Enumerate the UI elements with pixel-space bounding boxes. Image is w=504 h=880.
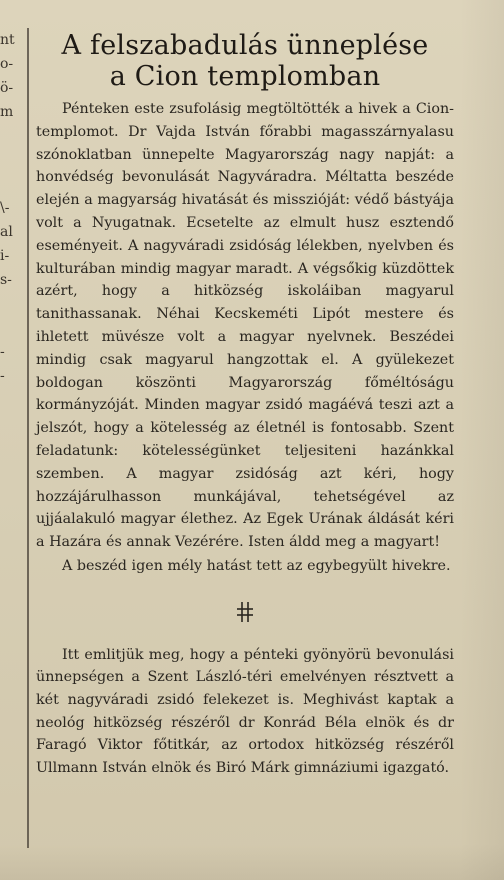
margin-fragment: al <box>0 224 13 240</box>
page-edge-shadow <box>460 0 504 880</box>
left-column-fragments <box>0 28 24 848</box>
margin-fragment: s- <box>0 272 12 288</box>
section-divider <box>36 598 454 626</box>
double-cross-ornament-icon <box>236 599 254 624</box>
margin-fragment: \- <box>0 200 10 216</box>
article <box>36 28 454 779</box>
margin-fragment <box>0 316 24 340</box>
margin-fragment: - <box>0 368 5 384</box>
margin-fragment: nt <box>0 32 15 48</box>
article-title <box>36 30 454 92</box>
title-line-2: a Cion templomban <box>109 61 381 92</box>
title-line-1: A felszabadulás ünneplése <box>61 30 429 61</box>
margin-fragment: - <box>0 344 5 360</box>
margin-fragment <box>0 148 24 172</box>
article-paragraph-3: Itt emlitjük meg, hogy a pénteki gyönyörü bevonulási ünnepségen a Szent László-téri emelvényen résztvett a két nagyváradi zsidó felekezet is. Meghivást kaptak a neológ hitközség részéről dr Konrád Béla elnök és dr Faragó Viktor főtitkár, az ortodox hitközség részéről Ullmann István elnök és Biró Márk gimnáziumi igazgató. <box>36 646 454 776</box>
margin-fragment <box>0 172 24 196</box>
article-paragraph-2: A beszéd igen mély hatást tett az egybegyült hivekre. <box>62 557 451 574</box>
column-rule <box>27 28 29 848</box>
margin-fragment: i- <box>0 248 10 264</box>
margin-fragment: m <box>0 104 14 120</box>
page-bottom-shadow <box>0 844 504 880</box>
margin-fragment: o- <box>0 56 14 72</box>
margin-fragment <box>0 124 24 148</box>
article-paragraph-1: Pénteken este zsufolásig megtöltötték a hivek a Cion-templomot. Dr Vajda István főrabbi magasszárnyalasu szónoklatban ünnepelte Magyarország nagy napját: a honvédség bevonulását Nagyváradra. Méltatta beszéde elején a magyarság hivatását és misszióját: védő bástyája volt a Nyugatnak. Ecsetelte az elmult husz esztendő eseményeit. A nagyváradi zsidóság lélekben, nyelvben és kulturában mindig magyar maradt. A végsőkig küzdöttek azért, hogy a hitközség iskoláiban magyarul tanithassanak. Néhai Kecskeméti Lipót mestere és ihletett müvésze volt a magyar nyelvnek. Beszédei mindig csak magyarul hangzottak el. A gyülekezet boldogan köszönti Magyarország főméltóságu kormányzóját. Minden magyar zsidó magáévá teszi azt a jelszót, hogy a kötelesség az életnél is fontosabb. Szent feladatunk: kötelességünket teljesiteni hazánkkal szemben. A magyar zsidóság azt kéri, hogy hozzájárulhasson munkájával, tehetségével az ujjáalakuló magyar élethez. Az Egek Urának áldását kéri a Hazára és annak Vezérére. Isten áldd meg a magyart! <box>36 101 454 551</box>
margin-fragment: ö- <box>0 80 14 96</box>
margin-fragment <box>0 292 24 316</box>
